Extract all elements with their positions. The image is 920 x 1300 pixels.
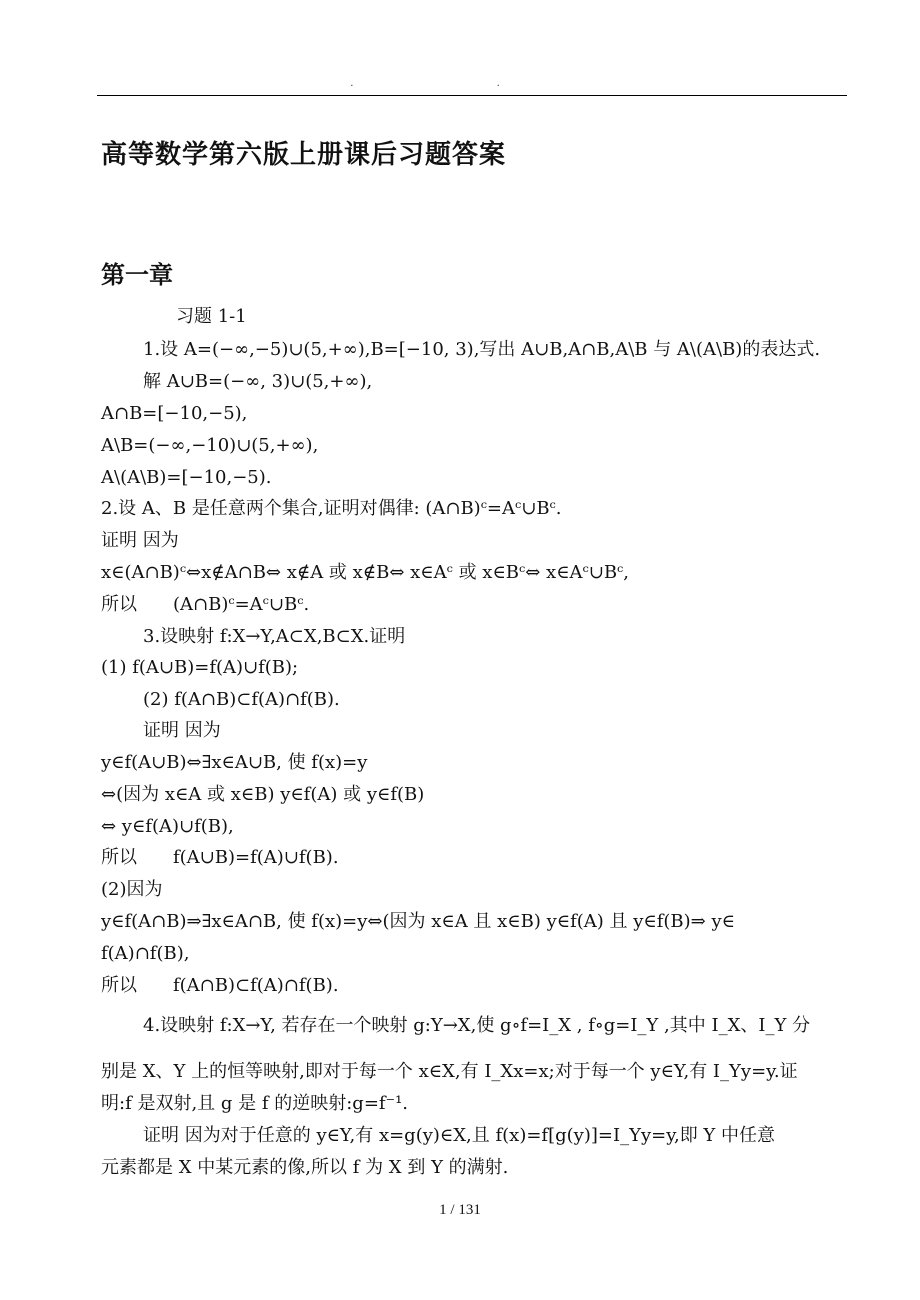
text-line: 别是 X、Y 上的恒等映射,即对于每一个 x∈X,有 I_Xx=x;对于每一个 y∈Y,有 I_Yy=y.证 <box>101 1061 798 1082</box>
text-line: 4.设映射 f:X→Y, 若存在一个映射 g:Y→X,使 g∘f=I_X , f∘g=I_Y ,其中 I_X、I_Y 分 <box>143 1015 811 1036</box>
text-line: A\(A\B)=[−10,−5). <box>101 467 272 488</box>
text-line: 明:f 是双射,且 g 是 f 的逆映射:g=f⁻¹. <box>101 1093 409 1114</box>
text-line: 证明 因为对于任意的 y∈Y,有 x=g(y)∈X,且 f(x)=f[g(y)]=I_Yy=y,即 Y 中任意 <box>143 1125 776 1146</box>
text-line: ⇔(因为 x∈A 或 x∈B) y∈f(A) 或 y∈f(B) <box>101 784 425 805</box>
text-line: 所以 (A∩B)ᶜ=Aᶜ∪Bᶜ. <box>101 594 310 615</box>
text-line: f(A)∩f(B), <box>101 943 190 964</box>
text-line: 1.设 A=(−∞,−5)∪(5,+∞),B=[−10, 3),写出 A∪B,A∩B,A\B 与 A\(A\B)的表达式. <box>143 339 821 360</box>
text-line: y∈f(A∪B)⇔∃x∈A∪B, 使 f(x)=y <box>101 752 368 773</box>
header-rule <box>97 95 847 96</box>
header-dots: . . <box>350 78 570 89</box>
page-number: 1 / 131 <box>439 1202 481 1218</box>
text-line: ⇔ y∈f(A)∪f(B), <box>101 816 234 837</box>
text-line: (1) f(A∪B)=f(A)∪f(B); <box>101 657 299 678</box>
text-line: A∩B=[−10,−5), <box>101 403 248 424</box>
chapter-heading: 第一章 <box>101 261 173 289</box>
text-line: y∈f(A∩B)⇒∃x∈A∩B, 使 f(x)=y⇔(因为 x∈A 且 x∈B) y∈f(A) 且 y∈f(B)⇒ y∈ <box>101 911 735 932</box>
text-line: 解 A∪B=(−∞, 3)∪(5,+∞), <box>143 371 373 392</box>
text-line: x∈(A∩B)ᶜ⇔x∉A∩B⇔ x∉A 或 x∉B⇔ x∈Aᶜ 或 x∈Bᶜ⇔ x∈Aᶜ∪Bᶜ, <box>101 562 630 583</box>
text-line: 元素都是 X 中某元素的像,所以 f 为 X 到 Y 的满射. <box>101 1157 509 1178</box>
text-line: 2.设 A、B 是任意两个集合,证明对偶律: (A∩B)ᶜ=Aᶜ∪Bᶜ. <box>101 498 562 519</box>
text-line: 所以 f(A∩B)⊂f(A)∩f(B). <box>101 975 339 996</box>
text-line: (2)因为 <box>101 879 163 900</box>
text-line: (2) f(A∩B)⊂f(A)∩f(B). <box>143 689 340 710</box>
text-line: 证明 因为 <box>101 530 179 551</box>
text-line: 习题 1-1 <box>176 306 247 327</box>
text-line: 所以 f(A∪B)=f(A)∪f(B). <box>101 847 339 868</box>
text-line: 证明 因为 <box>143 720 221 741</box>
text-line: 3.设映射 f:X→Y,A⊂X,B⊂X.证明 <box>143 626 406 647</box>
document-title: 高等数学第六版上册课后习题答案 <box>101 140 507 170</box>
text-line: A\B=(−∞,−10)∪(5,+∞), <box>101 435 319 456</box>
